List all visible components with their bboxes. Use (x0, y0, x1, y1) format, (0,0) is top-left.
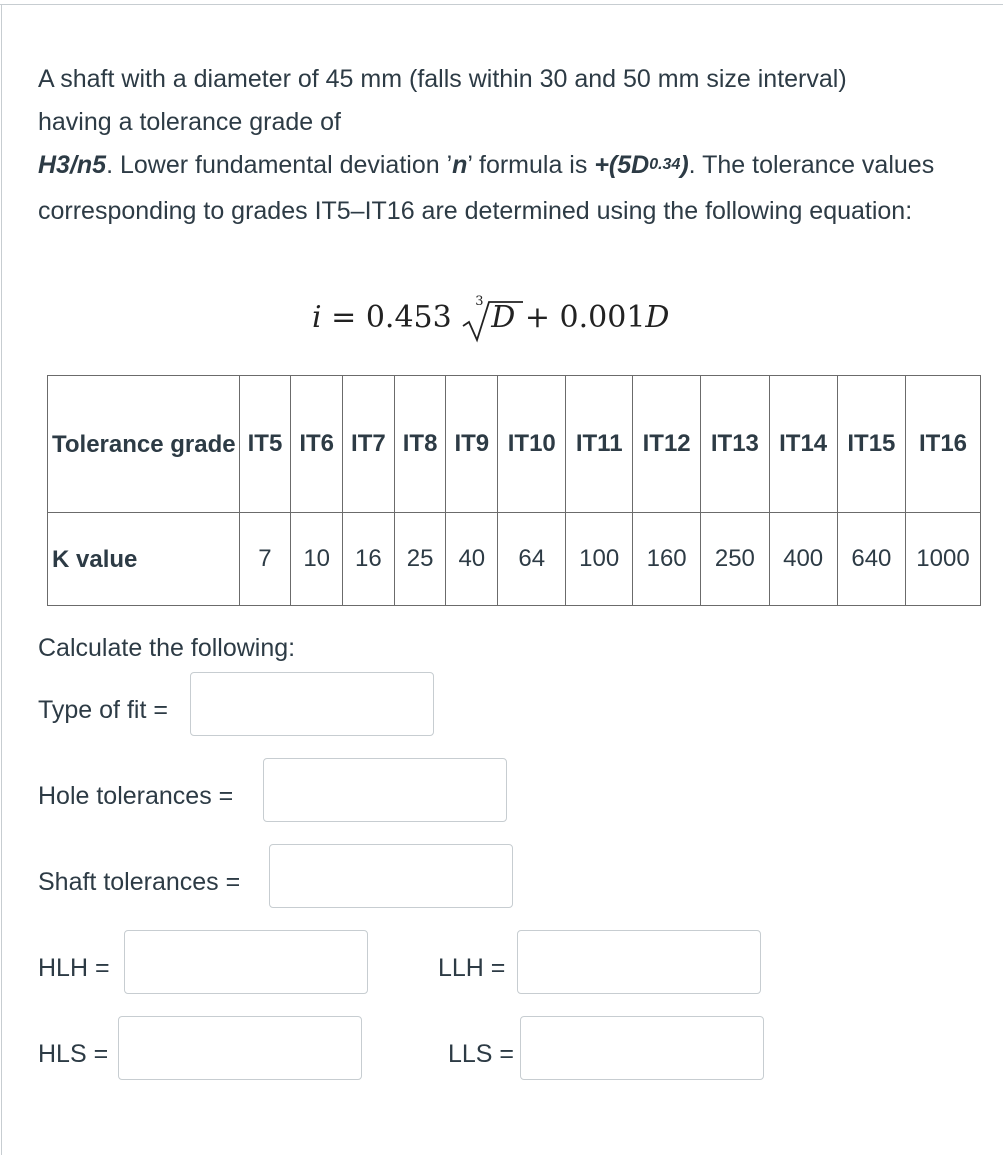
intro-paragraph-2 (38, 144, 968, 233)
grade-cell: IT11 (566, 376, 633, 513)
frame-top-border (0, 4, 1003, 5)
llh-label: LLH = (438, 954, 506, 982)
equation-last: D (645, 300, 670, 335)
radical-sign-icon (461, 298, 523, 344)
formula-exponent: 0.34 (649, 156, 681, 173)
row-header-grade: Tolerance grade (48, 376, 240, 513)
formula-base: +(5D (594, 151, 650, 179)
grade-cell: IT6 (291, 376, 343, 513)
grade-cell: IT10 (498, 376, 566, 513)
root-radicand: D (491, 300, 516, 335)
hole-tolerances-label: Hole tolerances = (38, 782, 234, 810)
k-value-cell: 160 (633, 513, 701, 606)
grade-cell: IT9 (446, 376, 498, 513)
hlh-label: HLH = (38, 954, 110, 982)
intro-line-1: A shaft with a diameter of 45 mm (falls within 30 and 50 mm size interval) (38, 65, 847, 93)
intro-text-b: ’ formula is (467, 151, 595, 179)
deviation-formula (594, 151, 688, 179)
k-value-cell: 100 (566, 513, 633, 606)
k-value-cell: 640 (837, 513, 905, 606)
table-row-k-values (48, 513, 981, 606)
hls-input[interactable] (118, 1016, 362, 1080)
intro-text-a: . Lower fundamental deviation ’ (106, 151, 453, 179)
question-text (38, 58, 968, 233)
grade-cell: IT12 (633, 376, 701, 513)
k-value-cell: 40 (446, 513, 498, 606)
intro-text-c: . The tolerance values corresponding to grades IT5–IT16 are determined using the following equation: (38, 151, 935, 225)
n-symbol: n (452, 151, 468, 179)
k-value-cell: 10 (291, 513, 343, 606)
llh-input[interactable] (517, 930, 761, 994)
calculate-heading: Calculate the following: (38, 634, 296, 662)
shaft-tolerances-input[interactable] (269, 844, 513, 908)
hlh-input[interactable] (124, 930, 368, 994)
intro-line-2: having a tolerance grade of (38, 108, 341, 136)
fit-code: H3/n5 (38, 151, 107, 179)
hls-label: HLS = (38, 1040, 109, 1068)
lls-label: LLS = (448, 1040, 515, 1068)
k-value-cell: 16 (343, 513, 395, 606)
grade-cell: IT7 (343, 376, 395, 513)
equation-lhs: i (312, 300, 322, 335)
k-value-cell: 250 (701, 513, 769, 606)
grade-cell: IT15 (837, 376, 905, 513)
k-value-cell: 7 (239, 513, 291, 606)
hole-tolerances-input[interactable] (263, 758, 507, 822)
grade-cell: IT13 (701, 376, 769, 513)
k-value-cell: 1000 (906, 513, 981, 606)
k-value-cell: 25 (394, 513, 446, 606)
shaft-tolerances-label: Shaft tolerances = (38, 868, 241, 896)
k-value-cell: 400 (769, 513, 837, 606)
grade-cell: IT5 (239, 376, 291, 513)
cube-root (461, 294, 516, 335)
table-row-grades (48, 376, 981, 513)
grade-cell: IT8 (394, 376, 446, 513)
grade-cell: IT16 (906, 376, 981, 513)
formula-close: ) (680, 151, 689, 179)
grade-cell: IT14 (769, 376, 837, 513)
tolerance-table (47, 375, 981, 606)
k-value-cell: 64 (498, 513, 566, 606)
equation-eq: = 0.453 (321, 300, 452, 335)
row-header-k: K value (48, 513, 240, 606)
type-of-fit-input[interactable] (190, 672, 434, 736)
type-of-fit-label: Type of fit = (38, 696, 168, 724)
tolerance-equation (312, 294, 670, 350)
root-index: 3 (475, 294, 484, 309)
equation-plus: + 0.001 (515, 300, 646, 335)
lls-input[interactable] (520, 1016, 764, 1080)
frame-left-border (1, 4, 2, 1155)
